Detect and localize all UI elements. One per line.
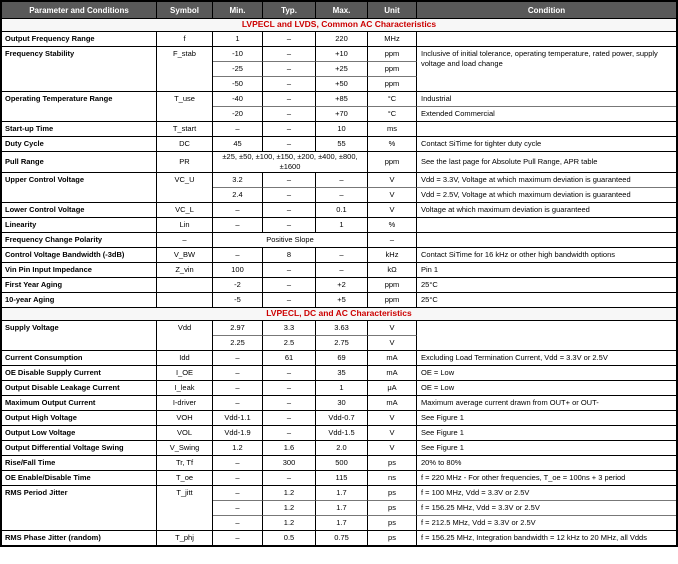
unit-cell: kHz: [368, 247, 417, 262]
condition-cell: [417, 320, 676, 350]
parameter-cell: Start-up Time: [2, 121, 157, 136]
symbol-cell: VC_L: [157, 202, 213, 217]
typ-cell: 2.5: [263, 335, 316, 350]
typ-cell: 1.6: [263, 440, 316, 455]
unit-cell: μA: [368, 380, 417, 395]
section-row: [2, 307, 676, 320]
unit-cell: %: [368, 217, 417, 232]
condition-cell: f = 212.5 MHz, Vdd = 3.3V or 2.5V: [417, 515, 676, 530]
min-cell: –: [213, 380, 263, 395]
symbol-cell: I_OE: [157, 365, 213, 380]
col-header-symbol: Symbol: [157, 2, 213, 18]
condition-cell: OE = Low: [417, 380, 676, 395]
parameter-cell: Upper Control Voltage: [2, 172, 157, 202]
max-cell: 30: [316, 395, 368, 410]
typ-cell: –: [263, 76, 316, 91]
max-cell: –: [316, 172, 368, 187]
symbol-cell: –: [157, 232, 213, 247]
max-cell: 2.0: [316, 440, 368, 455]
symbol-cell: [157, 277, 213, 292]
min-cell: –: [213, 515, 263, 530]
unit-cell: ps: [368, 455, 417, 470]
typ-cell: –: [263, 136, 316, 151]
typ-cell: –: [263, 410, 316, 425]
table-row: [2, 530, 676, 545]
parameter-cell: OE Enable/Disable Time: [2, 470, 157, 485]
min-cell: -20: [213, 106, 263, 121]
condition-cell: See Figure 1: [417, 440, 676, 455]
unit-cell: kΩ: [368, 262, 417, 277]
condition-cell: Pin 1: [417, 262, 676, 277]
max-cell: Vdd-0.7: [316, 410, 368, 425]
typ-cell: –: [263, 121, 316, 136]
unit-cell: ps: [368, 515, 417, 530]
min-cell: 1.2: [213, 440, 263, 455]
col-header-condition: Condition: [417, 2, 676, 18]
parameter-cell: Output High Voltage: [2, 410, 157, 425]
min-cell: –: [213, 365, 263, 380]
max-cell: 55: [316, 136, 368, 151]
typ-cell: –: [263, 46, 316, 61]
table-row: [2, 151, 676, 172]
min-cell: -5: [213, 292, 263, 307]
condition-cell: 25°C: [417, 292, 676, 307]
col-header-unit: Unit: [368, 2, 417, 18]
symbol-cell: T_phj: [157, 530, 213, 545]
parameter-cell: Supply Voltage: [2, 320, 157, 350]
condition-cell: [417, 232, 676, 247]
unit-cell: V: [368, 202, 417, 217]
unit-cell: –: [368, 232, 417, 247]
parameter-cell: Output Frequency Range: [2, 31, 157, 46]
parameter-cell: Rise/Fall Time: [2, 455, 157, 470]
table-row: [2, 425, 676, 440]
condition-cell: Industrial: [417, 91, 676, 106]
unit-cell: mA: [368, 395, 417, 410]
condition-cell: See Figure 1: [417, 425, 676, 440]
unit-cell: °C: [368, 106, 417, 121]
unit-cell: %: [368, 136, 417, 151]
min-cell: 2.4: [213, 187, 263, 202]
typ-cell: –: [263, 470, 316, 485]
condition-cell: f = 156.25 MHz, Integration bandwidth = 12 kHz to 20 MHz, all Vdds: [417, 530, 676, 545]
min-cell: -2: [213, 277, 263, 292]
max-cell: 2.75: [316, 335, 368, 350]
max-cell: 10: [316, 121, 368, 136]
max-cell: 1: [316, 217, 368, 232]
min-cell: 1: [213, 31, 263, 46]
table-row: [2, 217, 676, 232]
parameter-cell: Output Disable Leakage Current: [2, 380, 157, 395]
typ-cell: 1.2: [263, 485, 316, 500]
min-cell: 45: [213, 136, 263, 151]
min-cell: -50: [213, 76, 263, 91]
symbol-cell: T_oe: [157, 470, 213, 485]
max-cell: 35: [316, 365, 368, 380]
min-cell: –: [213, 202, 263, 217]
parameter-cell: Lower Control Voltage: [2, 202, 157, 217]
condition-cell: Vdd = 3.3V, Voltage at which maximum deviation is guaranteed: [417, 172, 676, 187]
parameter-cell: First Year Aging: [2, 277, 157, 292]
symbol-cell: [157, 292, 213, 307]
min-cell: -10: [213, 46, 263, 61]
symbol-cell: I_leak: [157, 380, 213, 395]
typ-cell: –: [263, 31, 316, 46]
max-cell: 1.7: [316, 515, 368, 530]
symbol-cell: V_BW: [157, 247, 213, 262]
table-row: [2, 232, 676, 247]
max-cell: +50: [316, 76, 368, 91]
symbol-cell: VOL: [157, 425, 213, 440]
unit-cell: ppm: [368, 151, 417, 172]
col-header-min: Min.: [213, 2, 263, 18]
condition-cell: Extended Commercial: [417, 106, 676, 121]
col-header-typ: Typ.: [263, 2, 316, 18]
condition-cell: Maximum average current drawn from OUT+ or OUT-: [417, 395, 676, 410]
typ-cell: –: [263, 292, 316, 307]
typ-cell: –: [263, 425, 316, 440]
min-cell: -25: [213, 61, 263, 76]
parameter-cell: Maximum Output Current: [2, 395, 157, 410]
max-cell: +10: [316, 46, 368, 61]
table-row: [2, 350, 676, 365]
symbol-cell: DC: [157, 136, 213, 151]
col-header-max: Max.: [316, 2, 368, 18]
parameter-cell: Frequency Stability: [2, 46, 157, 91]
symbol-cell: T_jitt: [157, 485, 213, 530]
unit-cell: V: [368, 320, 417, 335]
unit-cell: ps: [368, 530, 417, 545]
table-row: [2, 46, 676, 61]
unit-cell: ns: [368, 470, 417, 485]
table-row: [2, 136, 676, 151]
symbol-cell: V_Swing: [157, 440, 213, 455]
parameter-cell: Output Low Voltage: [2, 425, 157, 440]
max-cell: 1: [316, 380, 368, 395]
symbol-cell: I-driver: [157, 395, 213, 410]
unit-cell: ppm: [368, 277, 417, 292]
symbol-cell: PR: [157, 151, 213, 172]
typ-cell: 1.2: [263, 515, 316, 530]
unit-cell: °C: [368, 91, 417, 106]
symbol-cell: T_start: [157, 121, 213, 136]
parameter-cell: OE Disable Supply Current: [2, 365, 157, 380]
parameter-cell: Frequency Change Polarity: [2, 232, 157, 247]
symbol-cell: VC_U: [157, 172, 213, 202]
condition-cell: See Figure 1: [417, 410, 676, 425]
typ-cell: –: [263, 202, 316, 217]
min-cell: 3.2: [213, 172, 263, 187]
typ-cell: –: [263, 395, 316, 410]
condition-cell: Excluding Load Termination Current, Vdd = 3.3V or 2.5V: [417, 350, 676, 365]
max-cell: +2: [316, 277, 368, 292]
min-cell: –: [213, 217, 263, 232]
symbol-cell: Z_vin: [157, 262, 213, 277]
min-cell: Vdd-1.1: [213, 410, 263, 425]
max-cell: 0.1: [316, 202, 368, 217]
max-cell: –: [316, 187, 368, 202]
min-cell: 2.97: [213, 320, 263, 335]
condition-cell: f = 220 MHz - For other frequencies, T_oe = 100ns + 3 period: [417, 470, 676, 485]
symbol-cell: f: [157, 31, 213, 46]
unit-cell: ms: [368, 121, 417, 136]
unit-cell: ps: [368, 485, 417, 500]
condition-cell: f = 100 MHz, Vdd = 3.3V or 2.5V: [417, 485, 676, 500]
parameter-cell: Control Voltage Bandwidth (-3dB): [2, 247, 157, 262]
min-cell: –: [213, 530, 263, 545]
typ-cell: 8: [263, 247, 316, 262]
typ-cell: 61: [263, 350, 316, 365]
max-cell: 115: [316, 470, 368, 485]
max-cell: 0.75: [316, 530, 368, 545]
table-row: [2, 470, 676, 485]
condition-cell: See the last page for Absolute Pull Range, APR table: [417, 151, 676, 172]
min-cell: –: [213, 395, 263, 410]
max-cell: –: [316, 262, 368, 277]
table-row: [2, 172, 676, 187]
unit-cell: ppm: [368, 46, 417, 61]
symbol-cell: Vdd: [157, 320, 213, 350]
typ-cell: –: [263, 262, 316, 277]
symbol-cell: Lin: [157, 217, 213, 232]
max-cell: 69: [316, 350, 368, 365]
condition-cell: Contact SiTime for tighter duty cycle: [417, 136, 676, 151]
table-row: [2, 277, 676, 292]
section-row: [2, 18, 676, 31]
min-cell: Vdd-1.9: [213, 425, 263, 440]
max-cell: Vdd-1.5: [316, 425, 368, 440]
table-row: [2, 262, 676, 277]
unit-cell: ppm: [368, 76, 417, 91]
min-cell: -40: [213, 91, 263, 106]
max-cell: +70: [316, 106, 368, 121]
min-cell: –: [213, 350, 263, 365]
col-header-parameter: Parameter and Conditions: [2, 2, 157, 18]
table-row: [2, 395, 676, 410]
table-row: [2, 380, 676, 395]
max-cell: +85: [316, 91, 368, 106]
condition-cell: Contact SiTime for 16 kHz or other high bandwidth options: [417, 247, 676, 262]
min-cell: –: [213, 121, 263, 136]
typ-cell: 0.5: [263, 530, 316, 545]
table-row: [2, 202, 676, 217]
unit-cell: ppm: [368, 61, 417, 76]
max-cell: 3.63: [316, 320, 368, 335]
parameter-cell: Duty Cycle: [2, 136, 157, 151]
min-cell: 2.25: [213, 335, 263, 350]
section-header: LVPECL and LVDS, Common AC Characteristics: [2, 18, 676, 31]
unit-cell: V: [368, 187, 417, 202]
typ-cell: –: [263, 365, 316, 380]
symbol-cell: F_stab: [157, 46, 213, 91]
condition-cell: f = 156.25 MHz, Vdd = 3.3V or 2.5V: [417, 500, 676, 515]
condition-cell: 20% to 80%: [417, 455, 676, 470]
max-cell: +25: [316, 61, 368, 76]
min-cell: Positive Slope: [213, 232, 368, 247]
typ-cell: –: [263, 106, 316, 121]
parameter-cell: Operating Temperature Range: [2, 91, 157, 121]
min-cell: ±25, ±50, ±100, ±150, ±200, ±400, ±800, ±1600: [213, 151, 368, 172]
max-cell: 1.7: [316, 500, 368, 515]
min-cell: –: [213, 247, 263, 262]
table-row: [2, 91, 676, 106]
max-cell: 1.7: [316, 485, 368, 500]
typ-cell: –: [263, 91, 316, 106]
max-cell: +5: [316, 292, 368, 307]
table-row: [2, 365, 676, 380]
typ-cell: –: [263, 217, 316, 232]
symbol-cell: T_use: [157, 91, 213, 121]
section-header: LVPECL, DC and AC Characteristics: [2, 307, 676, 320]
parameter-cell: Linearity: [2, 217, 157, 232]
table-row: [2, 485, 676, 500]
symbol-cell: Idd: [157, 350, 213, 365]
condition-cell: OE = Low: [417, 365, 676, 380]
unit-cell: MHz: [368, 31, 417, 46]
unit-cell: V: [368, 425, 417, 440]
min-cell: –: [213, 500, 263, 515]
unit-cell: mA: [368, 350, 417, 365]
min-cell: 100: [213, 262, 263, 277]
unit-cell: mA: [368, 365, 417, 380]
table-row: [2, 455, 676, 470]
min-cell: –: [213, 455, 263, 470]
parameter-cell: Pull Range: [2, 151, 157, 172]
parameter-cell: RMS Phase Jitter (random): [2, 530, 157, 545]
symbol-cell: VOH: [157, 410, 213, 425]
typ-cell: 1.2: [263, 500, 316, 515]
condition-cell: Vdd = 2.5V, Voltage at which maximum deviation is guaranteed: [417, 187, 676, 202]
min-cell: –: [213, 485, 263, 500]
typ-cell: –: [263, 380, 316, 395]
typ-cell: –: [263, 187, 316, 202]
condition-cell: [417, 217, 676, 232]
symbol-cell: Tr, Tf: [157, 455, 213, 470]
condition-cell: [417, 31, 676, 46]
typ-cell: –: [263, 61, 316, 76]
unit-cell: V: [368, 410, 417, 425]
condition-cell: 25°C: [417, 277, 676, 292]
header-row: [2, 2, 676, 18]
parameter-cell: Vin Pin Input Impedance: [2, 262, 157, 277]
condition-cell: [417, 121, 676, 136]
unit-cell: V: [368, 440, 417, 455]
table-row: [2, 320, 676, 335]
max-cell: 500: [316, 455, 368, 470]
table-row: [2, 31, 676, 46]
table-row: [2, 440, 676, 455]
parameter-cell: RMS Period Jitter: [2, 485, 157, 530]
table-row: [2, 292, 676, 307]
typ-cell: 300: [263, 455, 316, 470]
parameter-cell: 10-year Aging: [2, 292, 157, 307]
typ-cell: 3.3: [263, 320, 316, 335]
unit-cell: V: [368, 335, 417, 350]
table-row: [2, 410, 676, 425]
typ-cell: –: [263, 277, 316, 292]
condition-cell: Voltage at which maximum deviation is guaranteed: [417, 202, 676, 217]
parameter-cell: Current Consumption: [2, 350, 157, 365]
parameter-cell: Output Differential Voltage Swing: [2, 440, 157, 455]
max-cell: 220: [316, 31, 368, 46]
max-cell: –: [316, 247, 368, 262]
min-cell: –: [213, 470, 263, 485]
table-row: [2, 247, 676, 262]
condition-cell: Inclusive of initial tolerance, operating temperature, rated power, supply voltage and load change: [417, 46, 676, 91]
table-row: [2, 121, 676, 136]
unit-cell: ppm: [368, 292, 417, 307]
unit-cell: ps: [368, 500, 417, 515]
unit-cell: V: [368, 172, 417, 187]
typ-cell: –: [263, 172, 316, 187]
